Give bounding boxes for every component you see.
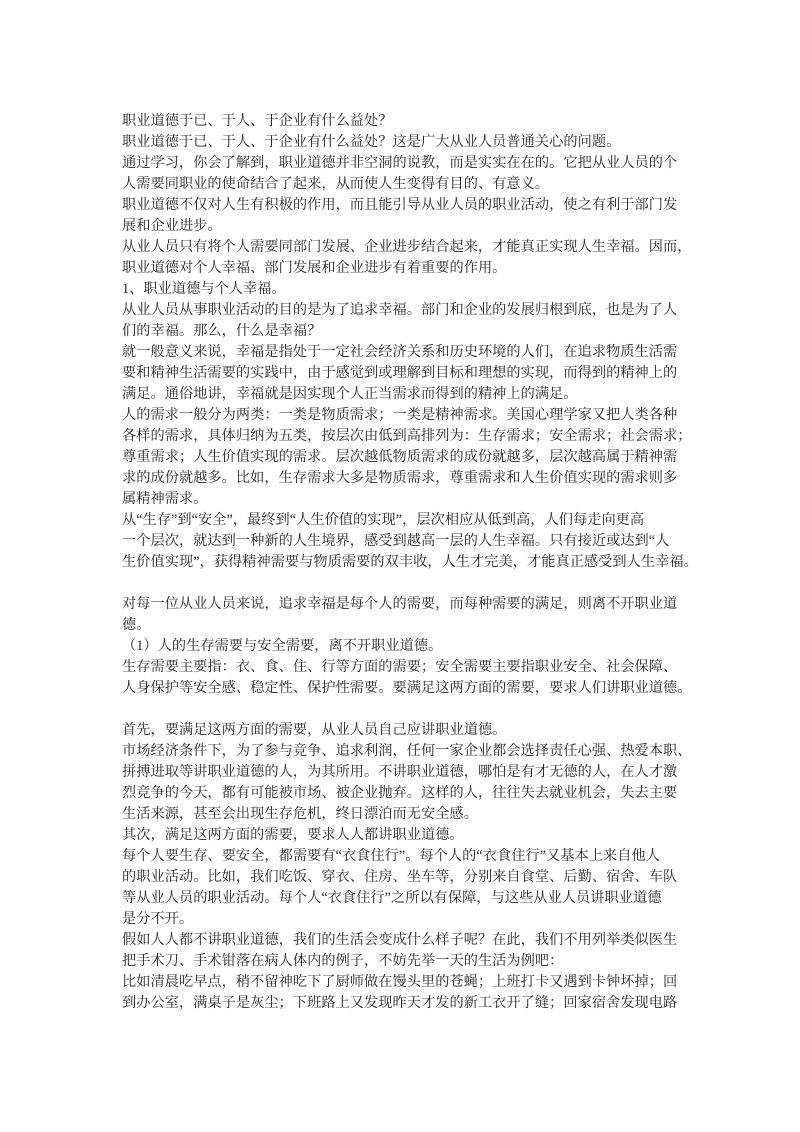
text-line: 生存需要主要指：衣、食、住、行等方面的需要；安全需要主要指职业安全、社会保障、 <box>122 659 678 675</box>
text-line: （1）人的生存需要与安全需要，离不开职业道德。 <box>122 638 443 654</box>
text-block <box>122 111 718 1014</box>
text-line: 各样的需求，具体归纳为五类，按层次由低到高排列为：生存需求；安全需求；社会需求； <box>122 428 692 444</box>
text-line: 到办公室，满桌子是灰尘；下班路上又发现昨天才发的新工衣开了缝；回家宿舍发现电路 <box>122 995 678 1011</box>
text-line: 对每一位从业人员来说，追求幸福是每个人的需要，而每种需要的满足，则离不开职业道 <box>122 596 678 612</box>
text-line: 通过学习，你会了解到，职业道德并非空洞的说教，而是实实在在的。它把从业人员的个 <box>122 155 678 171</box>
text-line: 生价值实现”，获得精神需要与物质需要的双丰收，人生才完美，才能真正感受到人生幸福。 <box>122 554 698 570</box>
text-line: 从“生存”到“安全”，最终到“人生价值的实现”，层次相应从低到高，人们每走向更高 <box>122 512 645 528</box>
text-line: 人需要同职业的使命结合了起来，从而使人生变得有目的、有意义。 <box>122 176 550 192</box>
text-line: 职业道德于已、于人、于企业有什么益处？ <box>122 113 393 129</box>
text-line: 的职业活动。比如，我们吃饭、穿衣、住房、坐车等，分别来自食堂、后勤、宿舍、车队 <box>122 869 678 885</box>
text-line: 人的需求一般分为两类：一类是物质需求；一类是精神需求。美国心理学家又把人类各种 <box>122 407 678 423</box>
text-line: 等从业人员的职业活动。每个人“衣食住行”之所以有保障，与这些从业人员讲职业道德 <box>122 890 662 906</box>
text-line: 人身保护等安全感、稳定性、保护性需要。要满足这两方面的需要，要求人们讲职业道德。 <box>122 680 692 696</box>
text-line: 其次，满足这两方面的需要，要求人人都讲职业道德。 <box>122 827 464 843</box>
text-line: 求的成份就越多。比如，生存需求大多是物质需求，尊重需求和人生价值实现的需求则多 <box>122 470 678 486</box>
text-line: 是分不开。 <box>122 911 194 927</box>
text-line: 假如人人都不讲职业道德，我们的生活会变成什么样子呢？在此，我们不用列举类似医生 <box>122 932 678 948</box>
text-line: 尊重需求；人生价值实现的需求。层次越低物质需求的成份就越多，层次越高属于精神需 <box>122 449 678 465</box>
text-line: 每个人要生存、要安全，都需要有“衣食住行”。每个人的“衣食住行”又基本上来自他人 <box>122 848 660 864</box>
text-line: 就一般意义来说，幸福是指处于一定社会经济关系和历史环境的人们，在追求物质生活需 <box>122 344 678 360</box>
blank-line <box>122 699 718 720</box>
blank-line <box>122 573 718 594</box>
text-line: 首先，要满足这两方面的需要，从业人员自己应讲职业道德。 <box>122 722 507 738</box>
text-line: 属精神需求。 <box>122 491 208 507</box>
text-line: 比如清晨吃早点，稍不留神吃下了厨师做在馒头里的苍蝇；上班打卡又遇到卡钟坏掉；回 <box>122 974 678 990</box>
text-line: 一个层次，就达到一种新的人生境界，感受到越高一层的人生幸福。只有接近或达到“人 <box>122 533 670 549</box>
text-line: 烈竞争的今天，都有可能被市场、被企业抛弃。这样的人，往往失去就业机会，失去主要 <box>122 785 678 801</box>
text-line: 职业道德对个人幸福、部门发展和企业进步有着重要的作用。 <box>122 260 507 276</box>
text-line: 要和精神生活需要的实践中，由于感觉到或理解到目标和理想的实现，而得到的精神上的 <box>122 365 678 381</box>
text-line: 满足。通俗地讲，幸福就是因实现个人正当需求而得到的精神上的满足。 <box>122 386 578 402</box>
text-line: 从业人员只有将个人需要同部门发展、企业进步结合起来，才能真正实现人生幸福。因而， <box>122 239 692 255</box>
text-line: 德。 <box>122 617 151 633</box>
text-line: 从业人员从事职业活动的目的是为了追求幸福。部门和企业的发展归根到底，也是为了人 <box>122 302 678 318</box>
text-line: 职业道德于已、于人、于企业有什么益处？这是广大从业人员普通关心的问题。 <box>122 134 621 150</box>
text-line: 拼搏进取等讲职业道德的人，为其所用。不讲职业道德，哪怕是有才无德的人，在人才激 <box>122 764 678 780</box>
text-line: 们的幸福。那么，什么是幸福？ <box>122 323 322 339</box>
text-line: 职业道德不仅对人生有积极的作用，而且能引导从业人员的职业活动，使之有利于部门发 <box>122 197 678 213</box>
text-line: 1、职业道德与个人幸福。 <box>122 281 286 297</box>
text-line: 市场经济条件下，为了参与竞争、追求利润，任何一家企业都会选择责任心强、热爱本职、 <box>122 743 692 759</box>
text-line: 把手术刀、手术钳落在病人体内的例子，不妨先举一天的生活为例吧： <box>122 953 564 969</box>
text-line: 展和企业进步。 <box>122 218 222 234</box>
text-line: 生活来源，甚至会出现生存危机，终日漂泊而无安全感。 <box>122 806 478 822</box>
